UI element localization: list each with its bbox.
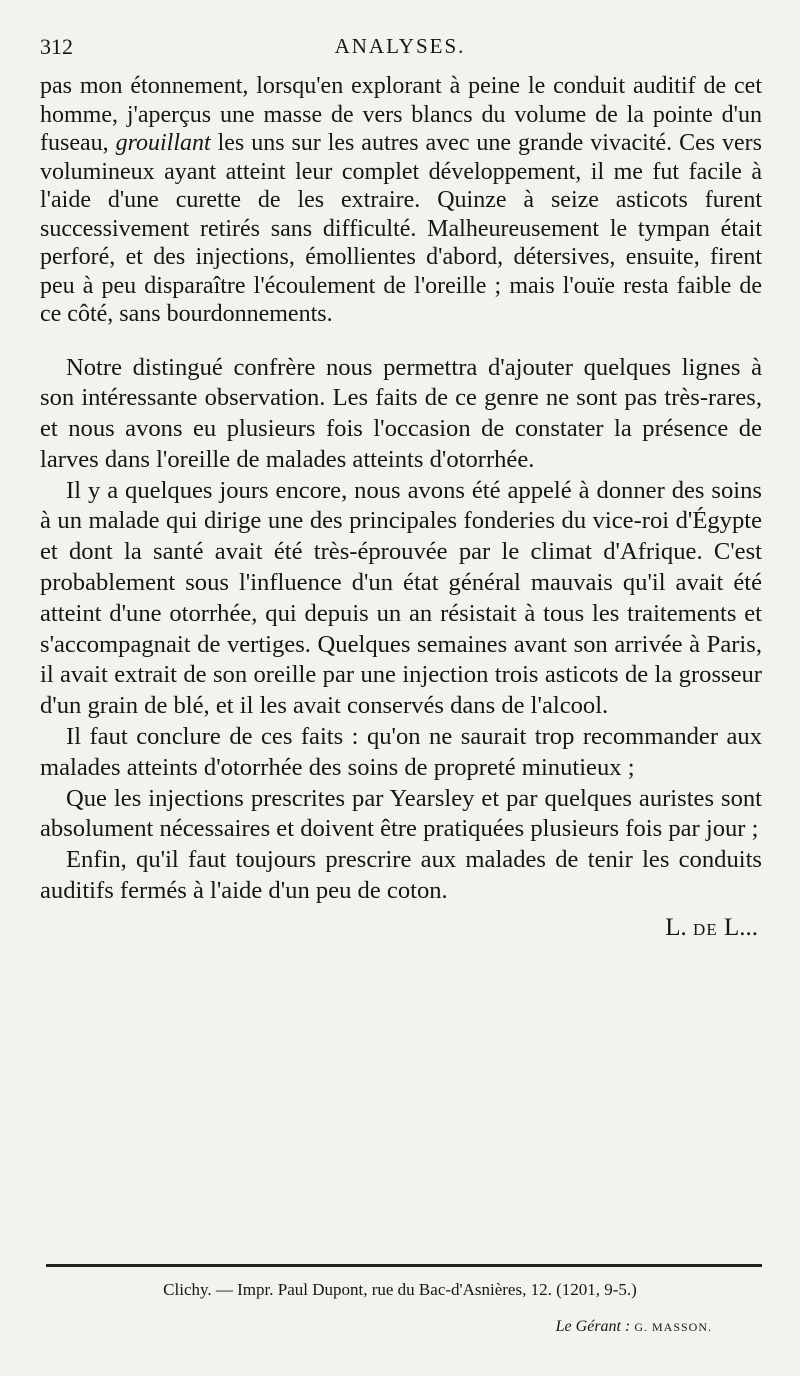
gerant-label: Le Gérant : — [555, 1318, 631, 1335]
gerant-line — [556, 1318, 712, 1336]
running-head: ANALYSES. — [334, 34, 466, 58]
paragraph-cotton: Enfin, qu'il faut toujours prescrire aux malades de tenir les conduits auditifs fermés à l'aide d'un peu de coton. — [40, 846, 762, 905]
signature-final: L... — [723, 913, 758, 941]
signature — [40, 913, 762, 945]
paragraph-observation-end — [40, 72, 762, 329]
paragraph-text: les uns sur les autres avec une grande vivacité. Ces vers volumineux ayant atteint leur complet développement, il me fut facile à l'aide d'une curette de les extraire. Quinze à seize asticots furent successivement retirés sans difficulté. Malheureusement le tympan était perforé, et des injections, émollientes d'abord, détersives, ensuite, firent peu à peu disparaître l'écoulement de l'oreille ; mais l'ouïe resta faible de ce côté, sans bourdonnements. — [40, 130, 762, 327]
paragraph-case: Il y a quelques jours encore, nous avons été appelé à donner des soins à un malade qui dirige une des principales fonderies du vice-roi d'Égypte et dont la santé avait été très-éprouvée par le climat d'Afrique. C'est probablement sous l'influence d'un état général mauvais qu'il avait été atteint d'une otorrhée, qui depuis un an résistait à tous les traitements et s'accompagnait de vertiges. Quelques semaines avant son arrivée à Paris, il avait extrait de son oreille par une injection trois asticots de la grosseur d'un grain de blé, et il les avait conservés dans de l'alcool. — [40, 476, 762, 720]
printer-imprint: Clichy. — Impr. Paul Dupont, rue du Bac-d'Asnières, 12. (1201, 9-5.) — [163, 1280, 637, 1299]
page-header — [0, 34, 800, 66]
footer-rule — [46, 1264, 762, 1267]
gerant-name: G. MASSON. — [634, 1320, 712, 1334]
signature-particle: DE — [693, 919, 718, 939]
article-body — [40, 72, 762, 970]
paragraph-conclusion: Il faut conclure de ces faits : qu'on ne saurait trop recommander aux malades atteints d'otorrhée des soins de propreté minutieux ; — [40, 723, 762, 781]
paragraph-commentary: Notre distingué confrère nous permettra d'ajouter quelques lignes à son intéressante observation. Les faits de ce genre ne sont pas très-rares, et nous avons eu plusieurs fois l'occasion de constater la présence de larves dans l'oreille de malades atteints d'otorrhée. — [40, 353, 762, 473]
page-number: 312 — [40, 34, 73, 59]
paragraph-text: pas mon étonnement, lorsqu'en explorant à peine le conduit auditif de cet homme, j'aperçus une masse de vers blancs du volume de la pointe d'un fuseau, — [40, 73, 762, 156]
signature-initial: L. — [665, 913, 687, 941]
emphasis-word: grouillant — [115, 130, 211, 156]
paragraph-injections: Que les injections prescrites par Yearsley et par quelques auristes sont absolument nécessaires et doivent être pratiquées plusieurs fois par jour ; — [40, 784, 762, 843]
